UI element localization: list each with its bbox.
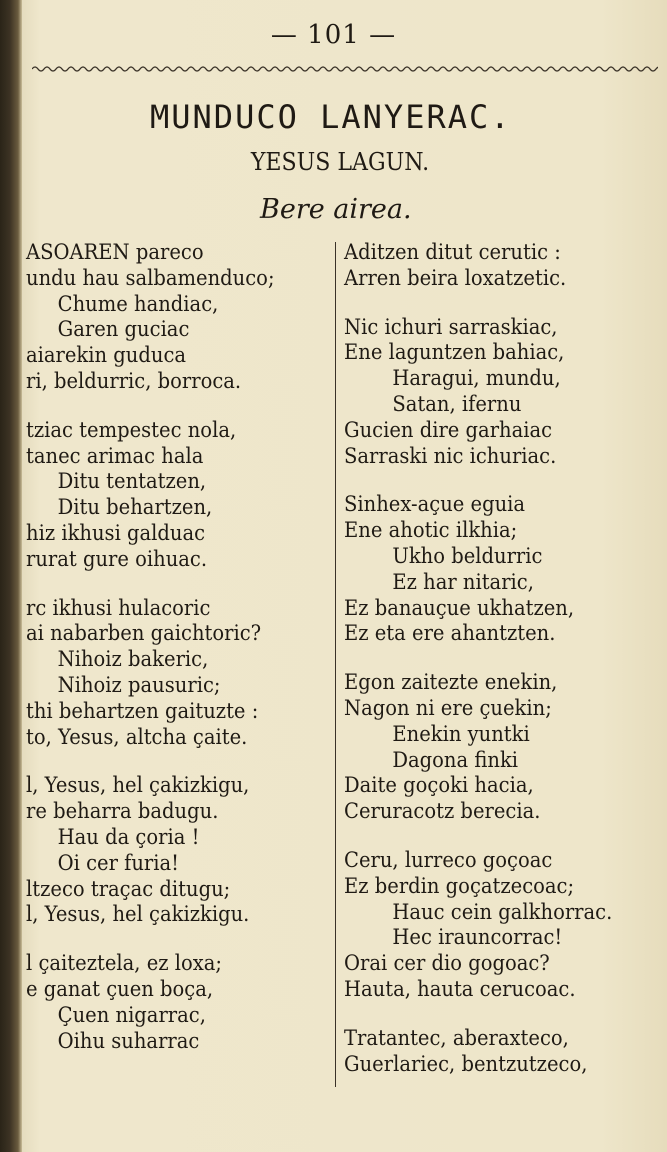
verse-line: Ditu behartzen, <box>57 495 213 520</box>
stanza <box>26 951 331 1054</box>
stanza <box>344 492 664 647</box>
stanza <box>344 670 664 825</box>
verse-line: ai nabarben gaichtoric? <box>26 621 262 646</box>
verse-line: Haragui, mundu, <box>392 366 561 391</box>
song-subtitle: YESUS LAGUN. <box>250 148 430 176</box>
tune-indication: Bere airea. <box>260 194 412 225</box>
verse-line: undu hau salbamenduco; <box>26 265 275 290</box>
verse-line: Arren beira loxatzetic. <box>344 265 567 290</box>
verse-line: tziac tempestec nola, <box>26 417 237 442</box>
verse-line: Tratantec, aberaxteco, <box>344 1025 569 1050</box>
verse-line: ltzeco traçac ditugu; <box>26 876 231 901</box>
verse-line: Guerlariec, bentzutzeco, <box>344 1051 588 1076</box>
left-column <box>26 240 331 1077</box>
verse-line: Oi cer furia! <box>57 850 180 875</box>
right-column <box>344 240 664 1100</box>
stanza <box>26 418 331 573</box>
verse-line: l, Yesus, hel çakizkigu. <box>26 902 250 927</box>
verse-line: Oihu suharrac <box>57 1028 200 1053</box>
verse-line: Ditu tentatzen, <box>57 469 207 494</box>
verse-line: rurat gure oihuac. <box>26 546 208 571</box>
verse-line: thi behartzen gaituzte : <box>26 698 259 723</box>
verse-line: Ukho beldurric <box>392 543 543 568</box>
verse-line: Nic ichuri sarraskiac, <box>344 314 558 339</box>
verse-line: Nihoiz pausuric; <box>57 672 221 697</box>
verse-line: Sarraski nic ichuriac. <box>344 443 557 468</box>
verse-line: Orai cer dio gogoac? <box>344 951 550 976</box>
stanza <box>344 1026 664 1078</box>
verse-line: Gucien dire garhaiac <box>344 417 553 442</box>
verse-line: Hau da çoria ! <box>57 824 200 849</box>
verse-line: Ceru, lurreco goçoac <box>344 847 553 872</box>
verse-line: Ez eta ere ahantzten. <box>344 621 556 646</box>
verse-line: re beharra badugu. <box>26 799 219 824</box>
verse-line: Dagona finki <box>392 747 519 772</box>
verse-line: Ene ahotic ilkhia; <box>344 518 518 543</box>
verse-line: Ceruracotz berecia. <box>344 799 541 824</box>
verse-line: Nagon ni ere çuekin; <box>344 695 552 720</box>
stanza <box>344 240 664 292</box>
verse-line: Enekin yuntki <box>392 721 530 746</box>
verse-line: Hauta, hauta cerucoac. <box>344 976 576 1001</box>
verse-line: Chume handiac, <box>57 291 219 316</box>
verse-line: to, Yesus, altcha çaite. <box>26 724 248 749</box>
verse-line: Ez berdin goçatzecoac; <box>344 873 575 898</box>
verse-line: Garen guciac <box>57 317 190 342</box>
page-number: — 101 — <box>270 20 397 50</box>
verse-line: Ez banauçue ukhatzen, <box>344 595 575 620</box>
book-binding-edge <box>0 0 22 1152</box>
verse-line: aiarekin guduca <box>26 343 187 368</box>
stanza <box>26 596 331 751</box>
verse-line: Aditzen ditut cerutic : <box>344 240 561 264</box>
verse-line: Hec irauncorrac! <box>392 925 563 950</box>
verse-line: tanec arimac hala <box>26 443 204 468</box>
verse-line: Egon zaitezte enekin, <box>344 670 558 695</box>
verse-line: Sinhex-açue eguia <box>344 492 526 517</box>
verse-line: Nihoiz bakeric, <box>57 647 209 672</box>
song-title: MUNDUCO LANYERAC. <box>150 98 512 136</box>
stanza <box>26 773 331 928</box>
verse-line: rc ikhusi hulacoric <box>26 595 211 620</box>
stanza <box>26 240 331 395</box>
verse-line: hiz ikhusi galduac <box>26 520 206 545</box>
verse-line: Ene laguntzen bahiac, <box>344 340 565 365</box>
verse-line: Ez har nitaric, <box>392 569 534 594</box>
verse-line: ri, beldurric, borroca. <box>26 368 242 393</box>
column-divider <box>335 242 336 1087</box>
verse-line: Daite goçoki hacia, <box>344 773 534 798</box>
stanza <box>344 848 664 1003</box>
verse-line: l çaiteztela, ez loxa; <box>26 951 222 976</box>
verse-line: Çuen nigarrac, <box>57 1002 206 1027</box>
verse-line: l, Yesus, hel çakizkigu, <box>26 773 250 798</box>
verse-line: Satan, ifernu <box>392 391 522 416</box>
decorative-wavy-rule <box>32 64 658 74</box>
verse-line: ASOAREN pareco <box>26 240 204 264</box>
verse-line: e ganat çuen boça, <box>26 976 214 1001</box>
verse-line: Hauc cein galkhorrac. <box>392 899 613 924</box>
stanza <box>344 315 664 470</box>
